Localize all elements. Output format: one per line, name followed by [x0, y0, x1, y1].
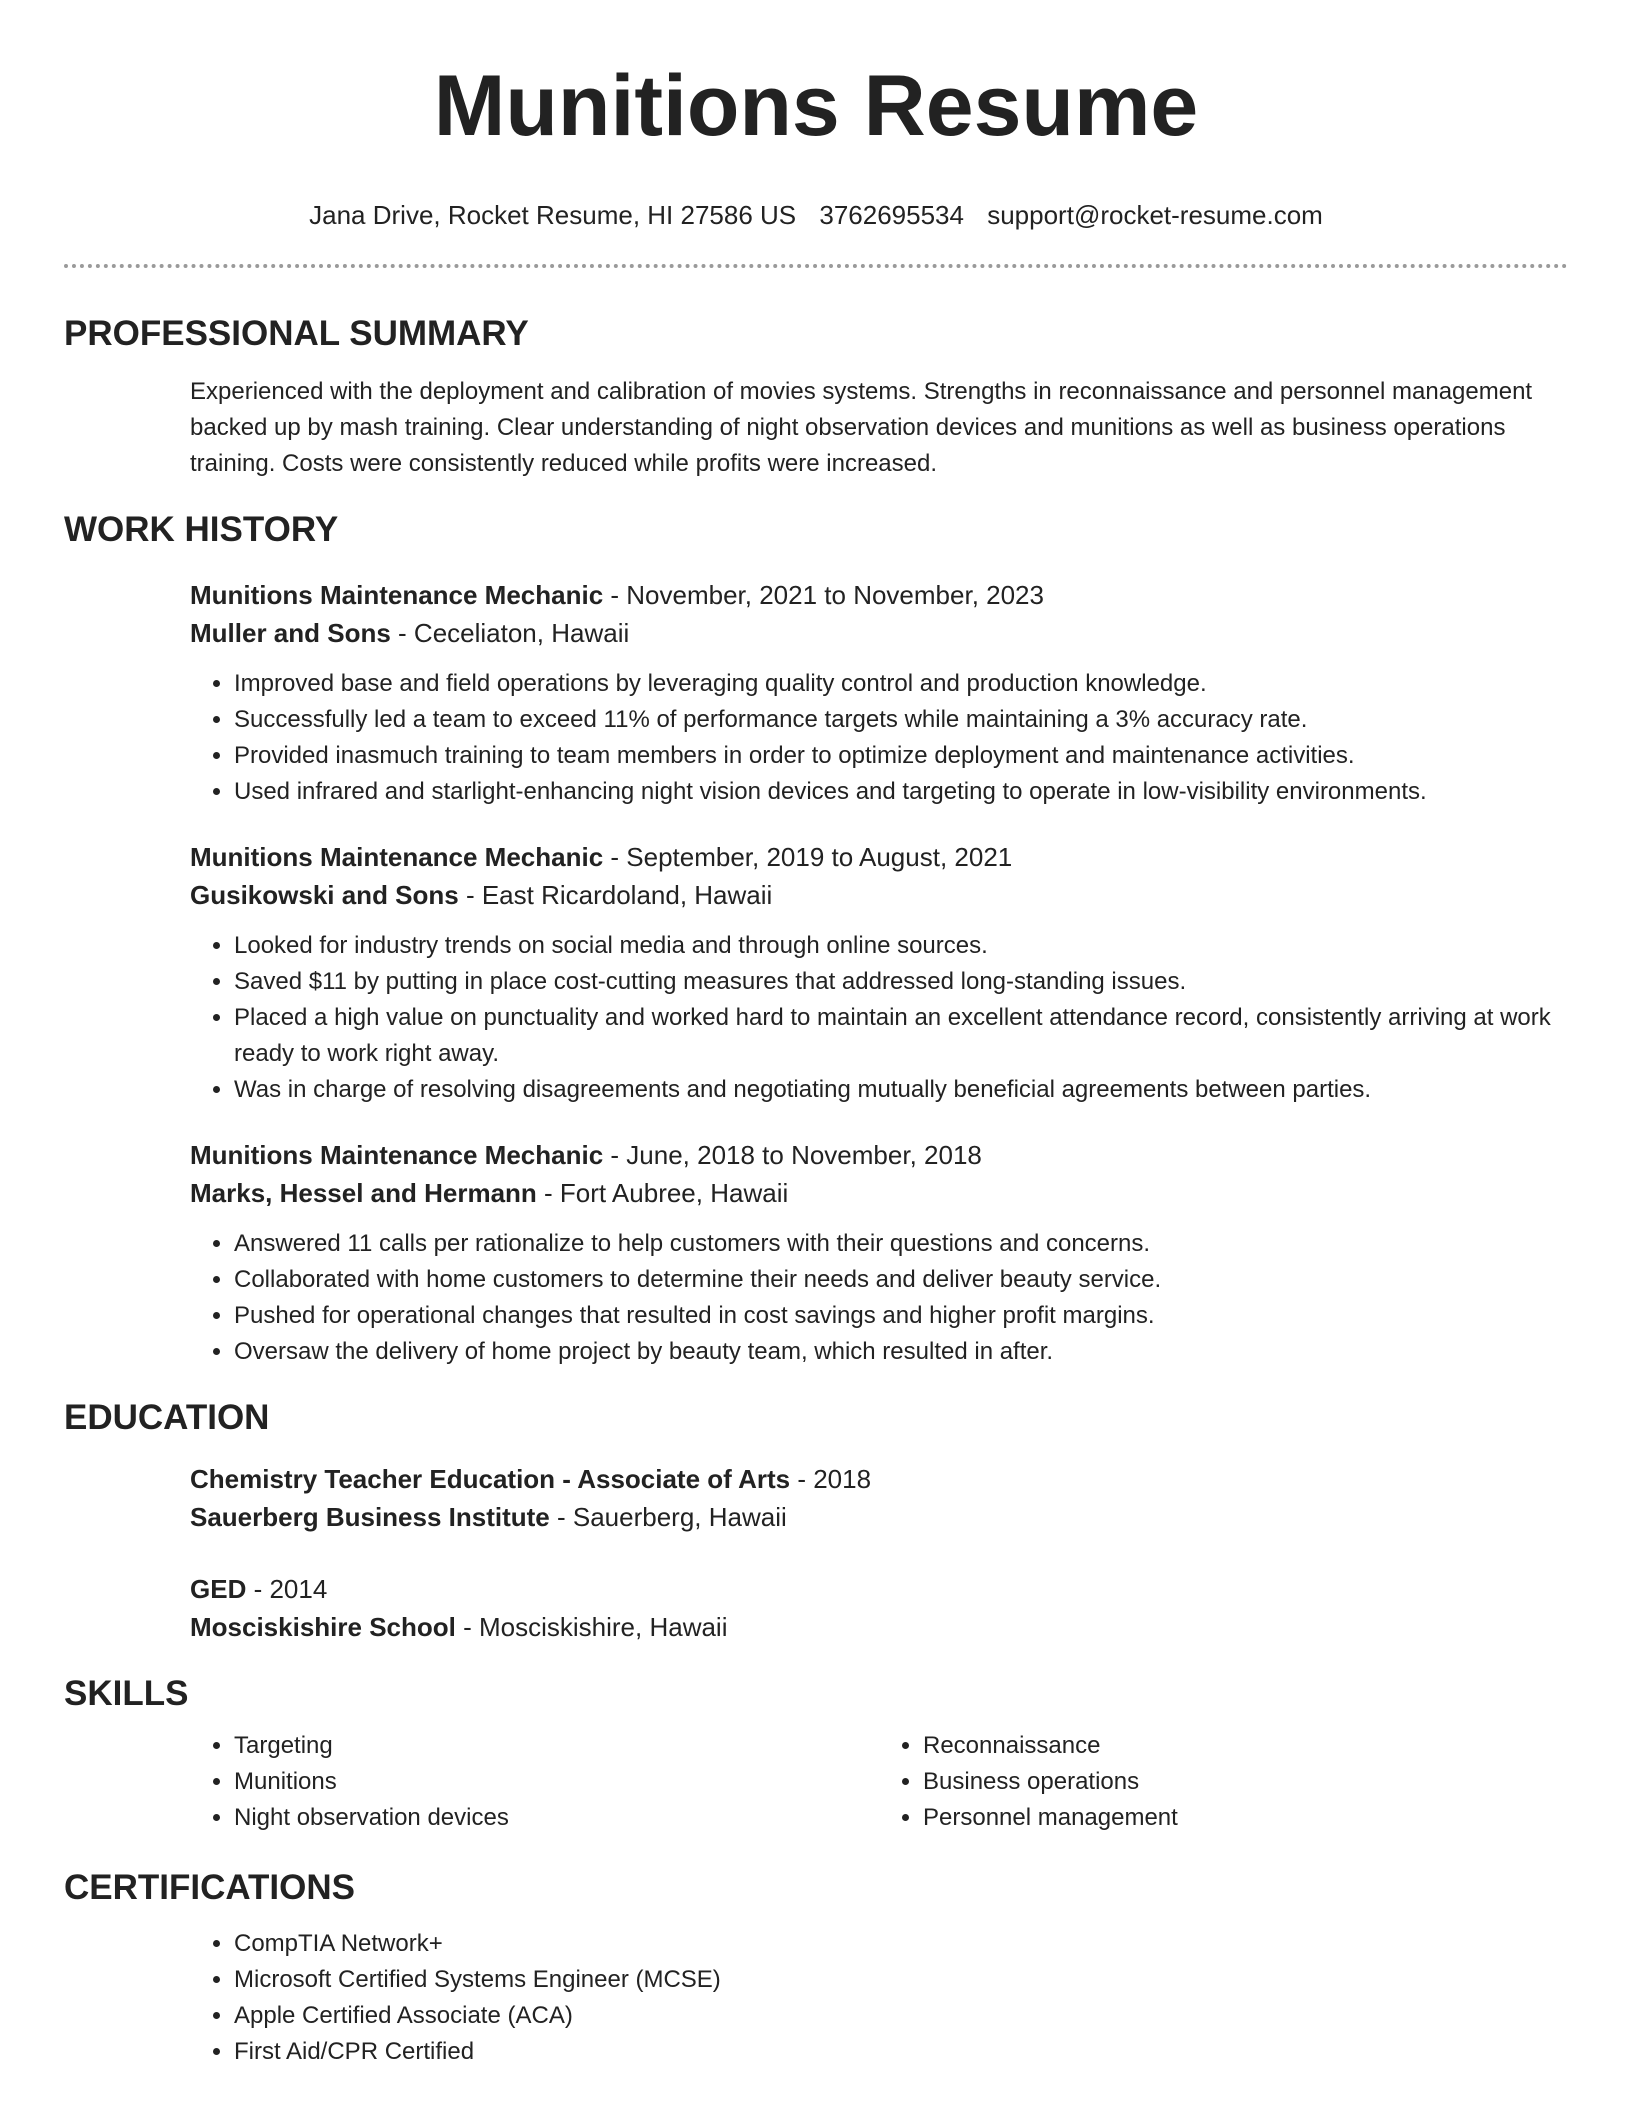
- education-school: Sauerberg Business Institute: [190, 1502, 550, 1532]
- education-location: - Sauerberg, Hawaii: [549, 1502, 787, 1532]
- education-degree-line: [190, 1460, 1568, 1498]
- section-title-work-history: WORK HISTORY: [64, 510, 339, 549]
- job-location: - Ceceliaton, Hawaii: [390, 618, 630, 648]
- job-role: Munitions Maintenance Mechanic: [190, 580, 604, 610]
- job-company: Gusikowski and Sons: [190, 880, 459, 910]
- certifications-list-wrap: [64, 1926, 1568, 2070]
- job-location: - East Ricardoland, Hawaii: [458, 880, 773, 910]
- header-divider: [64, 264, 1568, 268]
- section-title-education: EDUCATION: [64, 1398, 270, 1437]
- education-school-line: [190, 1608, 1568, 1646]
- list-item: • Looked for industry trends on social media and through online sources.: [234, 928, 1568, 964]
- education-degree-line: [190, 1570, 1568, 1608]
- list-item: • Oversaw the delivery of home project by beauty team, which resulted in after.: [234, 1334, 1568, 1370]
- work-history-section: [64, 508, 1568, 1370]
- list-item: • Night observation devices: [234, 1800, 879, 1836]
- certifications-section: [64, 1866, 1568, 2070]
- skills-column-left: [190, 1728, 879, 1836]
- list-item: • Used infrared and starlight-enhancing night vision devices and targeting to operate in low-visibility environments.: [234, 774, 1568, 810]
- contact-address: Jana Drive, Rocket Resume, HI 27586 US: [309, 200, 797, 230]
- education-entry: [64, 1460, 1568, 1536]
- education-entry: [64, 1570, 1568, 1646]
- contact-line: [64, 198, 1568, 232]
- education-section: [64, 1396, 1568, 1646]
- job-company-line: [190, 876, 1568, 914]
- list-item: • CompTIA Network+: [234, 1926, 1568, 1962]
- job-bullets: [190, 666, 1568, 810]
- list-item: • First Aid/CPR Certified: [234, 2034, 1568, 2070]
- list-item: • Answered 11 calls per rationalize to help customers with their questions and concerns.: [234, 1226, 1568, 1262]
- list-item: • Reconnaissance: [923, 1728, 1568, 1764]
- education-location: - Mosciskishire, Hawaii: [455, 1612, 728, 1642]
- job-location: - Fort Aubree, Hawaii: [536, 1178, 789, 1208]
- list-item: • Successfully led a team to exceed 11% of performance targets while maintaining a 3% accuracy rate.: [234, 702, 1568, 738]
- list-item: • Placed a high value on punctuality and worked hard to maintain an excellent attendance record, consistently arriving at work ready to work right away.: [234, 1000, 1568, 1072]
- job-bullets: [190, 1226, 1568, 1370]
- summary-text: Experienced with the deployment and calibration of movies systems. Strengths in reconnaissance and personnel management backed up by mash training. Clear understanding of night observation devices and munitions as well as business operations training. Costs were consistently reduced while profits were increased.: [190, 378, 1533, 477]
- list-item: • Collaborated with home customers to determine their needs and deliver beauty service.: [234, 1262, 1568, 1298]
- resume-name: Munitions Resume: [433, 58, 1199, 154]
- list-item: • Microsoft Certified Systems Engineer (MCSE): [234, 1962, 1568, 1998]
- section-title-skills: SKILLS: [64, 1674, 189, 1713]
- job-dates: - September, 2019 to August, 2021: [603, 842, 1013, 872]
- list-item: • Targeting: [234, 1728, 879, 1764]
- job-entry: [64, 576, 1568, 810]
- job-entry: [64, 1136, 1568, 1370]
- list-item: • Business operations: [923, 1764, 1568, 1800]
- job-company-line: [190, 614, 1568, 652]
- education-school: Mosciskishire School: [190, 1612, 456, 1642]
- job-dates: - June, 2018 to November, 2018: [603, 1140, 982, 1170]
- skills-grid: [64, 1716, 1568, 1836]
- job-title-line: [190, 576, 1568, 614]
- section-title-certifications: CERTIFICATIONS: [64, 1868, 356, 1907]
- list-item: • Apple Certified Associate (ACA): [234, 1998, 1568, 2034]
- education-degree: Chemistry Teacher Education - Associate of Arts: [190, 1464, 791, 1494]
- list-item: • Munitions: [234, 1764, 879, 1800]
- section-title-summary: PROFESSIONAL SUMMARY: [64, 314, 529, 353]
- job-dates: - November, 2021 to November, 2023: [603, 580, 1044, 610]
- job-role: Munitions Maintenance Mechanic: [190, 842, 604, 872]
- education-degree: GED: [190, 1574, 247, 1604]
- summary-section: [64, 312, 1568, 482]
- job-entry: [64, 838, 1568, 1108]
- list-item: • Saved $11 by putting in place cost-cutting measures that addressed long-standing issues.: [234, 964, 1568, 1000]
- list-item: • Personnel management: [923, 1800, 1568, 1836]
- contact-phone: 3762695534: [819, 200, 964, 230]
- job-company: Marks, Hessel and Hermann: [190, 1178, 537, 1208]
- education-year: - 2018: [790, 1464, 872, 1494]
- list-item: • Provided inasmuch training to team members in order to optimize deployment and maintenance activities.: [234, 738, 1568, 774]
- education-year: - 2014: [246, 1574, 328, 1604]
- skills-column-right: [879, 1728, 1568, 1836]
- job-role: Munitions Maintenance Mechanic: [190, 1140, 604, 1170]
- certifications-list: [190, 1926, 1568, 2070]
- list-item: • Pushed for operational changes that resulted in cost savings and higher profit margins.: [234, 1298, 1568, 1334]
- job-company: Muller and Sons: [190, 618, 391, 648]
- job-bullets: [190, 928, 1568, 1108]
- list-item: • Improved base and field operations by leveraging quality control and production knowledge.: [234, 666, 1568, 702]
- job-title-line: [190, 838, 1568, 876]
- job-company-line: [190, 1174, 1568, 1212]
- skills-section: [64, 1672, 1568, 1836]
- job-title-line: [190, 1136, 1568, 1174]
- education-school-line: [190, 1498, 1568, 1536]
- list-item: • Was in charge of resolving disagreements and negotiating mutually beneficial agreements between parties.: [234, 1072, 1568, 1108]
- contact-email: support@rocket-resume.com: [987, 200, 1323, 230]
